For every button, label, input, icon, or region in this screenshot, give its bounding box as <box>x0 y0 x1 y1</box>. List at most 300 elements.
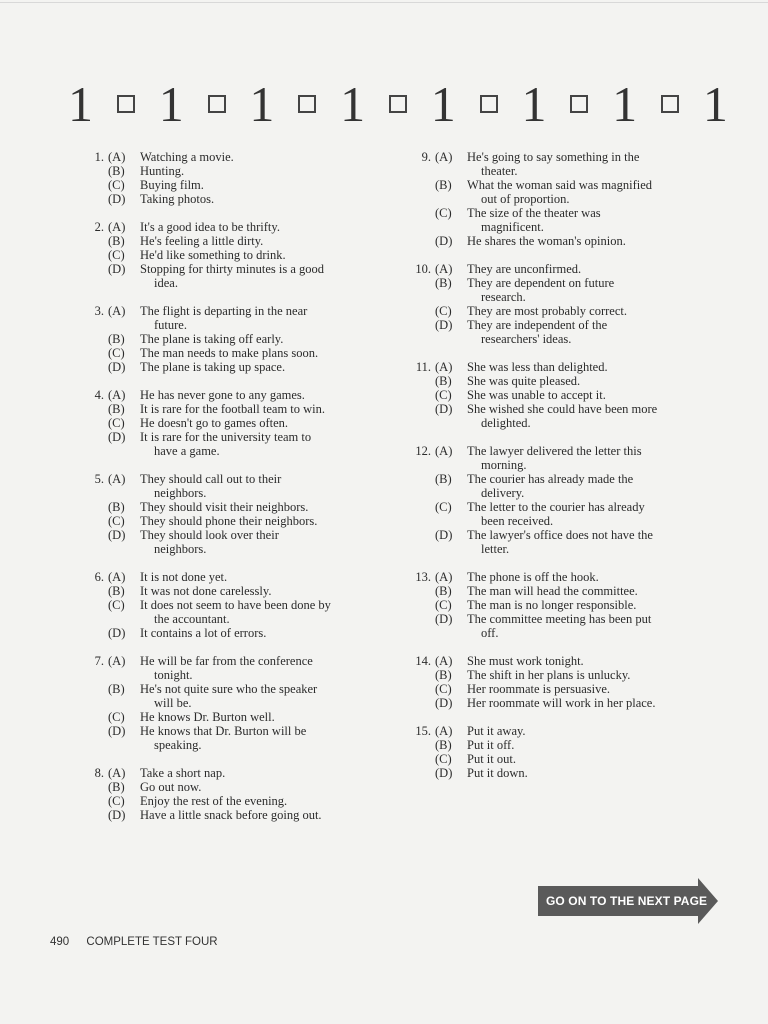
answer-option <box>405 444 725 472</box>
answer-option <box>78 780 398 794</box>
option-letter: (D) <box>108 808 126 822</box>
option-letter: (B) <box>435 178 452 192</box>
question-item <box>405 150 725 248</box>
option-text <box>140 584 398 598</box>
option-text-line: The letter to the courier has already <box>467 500 645 514</box>
option-text-line: delivery. <box>481 486 525 500</box>
next-page-button[interactable] <box>538 878 718 924</box>
answer-option <box>78 794 398 808</box>
answer-option <box>405 206 725 234</box>
option-text-line: magnificent. <box>481 220 544 234</box>
option-text-line: He shares the woman's opinion. <box>467 234 626 248</box>
answer-option <box>405 388 725 402</box>
option-text-line: It is rare for the university team to <box>140 430 312 444</box>
option-text-line: tonight. <box>154 668 193 682</box>
option-text-line: theater. <box>481 164 518 178</box>
option-text-line: morning. <box>481 458 527 472</box>
option-letter: (C) <box>435 388 452 402</box>
option-text <box>140 570 398 584</box>
option-text-line: He's not quite sure who the speaker <box>140 682 318 696</box>
option-text <box>140 794 398 808</box>
square-icon <box>117 95 135 113</box>
option-letter: (A) <box>108 388 126 402</box>
question-item <box>78 654 398 752</box>
option-text-line: He has never gone to any games. <box>140 388 305 402</box>
option-text-line: He'd like something to drink. <box>140 248 286 262</box>
option-text-line: They are independent of the <box>467 318 608 332</box>
option-text-line: The flight is departing in the near <box>140 304 308 318</box>
section-marker: 1 <box>249 76 275 132</box>
option-text-line: They should visit their neighbors. <box>140 500 309 514</box>
option-letter: (D) <box>435 402 453 416</box>
answer-option <box>78 262 398 290</box>
option-text-line: They should look over their <box>140 528 279 542</box>
answer-option <box>78 710 398 724</box>
option-letter: (B) <box>108 682 125 696</box>
answer-option <box>78 332 398 346</box>
option-text <box>467 360 725 374</box>
option-text-line: Put it out. <box>467 752 516 766</box>
option-letter: (A) <box>435 654 453 668</box>
answer-option <box>78 570 398 584</box>
answer-option <box>405 598 725 612</box>
option-letter: (A) <box>108 220 126 234</box>
option-letter: (A) <box>108 654 126 668</box>
option-text <box>467 500 725 528</box>
option-letter: (D) <box>435 528 453 542</box>
option-letter: (C) <box>435 752 452 766</box>
answer-option <box>78 416 398 430</box>
option-text-line: They are most probably correct. <box>467 304 628 318</box>
option-text-line: He's going to say something in the <box>467 150 640 164</box>
option-text <box>467 738 725 752</box>
option-text <box>467 668 725 682</box>
question-item <box>78 388 398 458</box>
option-letter: (C) <box>435 206 452 220</box>
option-text-line: She was unable to accept it. <box>467 388 606 402</box>
option-text <box>140 626 398 640</box>
option-letter: (D) <box>108 262 126 276</box>
option-text <box>140 598 398 626</box>
option-text <box>140 514 398 528</box>
answer-option <box>78 626 398 640</box>
option-text <box>140 178 398 192</box>
answer-option <box>78 808 398 822</box>
option-text-line: The lawyer delivered the letter this <box>467 444 642 458</box>
answer-option <box>405 360 725 374</box>
answer-option <box>405 570 725 584</box>
option-text-line: Stopping for thirty minutes is a good <box>140 262 325 276</box>
section-marker: 1 <box>158 76 184 132</box>
option-text-line: They are unconfirmed. <box>467 262 582 276</box>
option-text-line: The phone is off the hook. <box>467 570 599 584</box>
option-text-line: The committee meeting has been put <box>467 612 652 626</box>
option-text <box>467 570 725 584</box>
square-icon <box>298 95 316 113</box>
option-letter: (A) <box>435 444 453 458</box>
answer-option <box>405 472 725 500</box>
option-text-line: delighted. <box>481 416 531 430</box>
option-text-line: Put it down. <box>467 766 528 780</box>
option-text-line: She wished she could have been more <box>467 402 658 416</box>
option-text <box>467 752 725 766</box>
option-text <box>140 430 398 458</box>
question-number: 14. <box>415 654 431 668</box>
page-number: 490 <box>50 936 70 948</box>
option-text <box>467 682 725 696</box>
option-letter: (B) <box>435 276 452 290</box>
option-text <box>140 220 398 234</box>
answer-option <box>78 164 398 178</box>
answer-option <box>405 262 725 276</box>
answer-option <box>78 654 398 682</box>
section-marker: 1 <box>612 76 638 132</box>
section-header-band <box>68 74 728 134</box>
option-text <box>140 388 398 402</box>
square-icon <box>480 95 498 113</box>
answer-option <box>405 304 725 318</box>
answer-option <box>78 360 398 374</box>
footer-title: COMPLETE TEST FOUR <box>86 936 218 948</box>
option-letter: (B) <box>435 472 452 486</box>
question-item <box>78 570 398 640</box>
page-footer <box>50 936 218 948</box>
option-text <box>467 528 725 556</box>
option-letter: (D) <box>108 430 126 444</box>
questions-left-column <box>78 150 398 836</box>
answer-option <box>78 724 398 752</box>
answer-option <box>78 388 398 402</box>
option-letter: (C) <box>435 682 452 696</box>
option-text-line: Taking photos. <box>140 192 215 206</box>
option-text-line: It contains a lot of errors. <box>140 626 267 640</box>
option-text <box>467 318 725 346</box>
option-text <box>140 248 398 262</box>
question-item <box>405 262 725 346</box>
square-icon <box>661 95 679 113</box>
answer-option <box>78 514 398 528</box>
option-text-line: Have a little snack before going out. <box>140 808 322 822</box>
option-text-line: She was quite pleased. <box>467 374 581 388</box>
option-letter: (B) <box>108 332 125 346</box>
question-number: 8. <box>94 766 104 780</box>
option-text <box>140 192 398 206</box>
option-letter: (D) <box>435 318 453 332</box>
answer-option <box>405 178 725 206</box>
option-letter: (C) <box>108 178 125 192</box>
option-text-line: researchers' ideas. <box>481 332 572 346</box>
option-letter: (B) <box>435 374 452 388</box>
question-number: 7. <box>94 654 104 668</box>
option-text <box>140 724 398 752</box>
option-text <box>467 402 725 430</box>
section-marker: 1 <box>702 76 728 132</box>
question-number: 9. <box>421 150 431 164</box>
answer-option <box>78 766 398 780</box>
option-text-line: It is not done yet. <box>140 570 228 584</box>
option-text <box>140 346 398 360</box>
answer-option <box>78 472 398 500</box>
question-item <box>405 570 725 640</box>
answer-option <box>78 430 398 458</box>
option-text-line: research. <box>481 290 526 304</box>
question-item <box>405 444 725 556</box>
option-text-line: Watching a movie. <box>140 150 234 164</box>
option-text <box>467 612 725 640</box>
option-text-line: Put it off. <box>467 738 515 752</box>
answer-option <box>405 738 725 752</box>
option-letter: (D) <box>435 612 453 626</box>
option-letter: (A) <box>435 150 453 164</box>
option-text <box>140 416 398 430</box>
option-letter: (B) <box>108 500 125 514</box>
option-text-line: The size of the theater was <box>467 206 601 220</box>
option-letter: (C) <box>108 598 125 612</box>
answer-option <box>405 696 725 710</box>
question-number: 12. <box>415 444 431 458</box>
option-text-line: will be. <box>154 696 192 710</box>
option-text-line: They are dependent on future <box>467 276 615 290</box>
option-text <box>467 584 725 598</box>
section-marker: 1 <box>521 76 547 132</box>
answer-option <box>405 668 725 682</box>
square-icon <box>208 95 226 113</box>
answer-option <box>78 192 398 206</box>
question-item <box>405 654 725 710</box>
option-text <box>140 808 398 822</box>
option-text-line: The shift in her plans is unlucky. <box>467 668 631 682</box>
answer-option <box>78 150 398 164</box>
option-text-line: been received. <box>481 514 554 528</box>
question-number: 2. <box>94 220 104 234</box>
option-text-line: The man will head the committee. <box>467 584 638 598</box>
option-text-line: speaking. <box>154 738 202 752</box>
option-text-line: neighbors. <box>154 542 207 556</box>
option-text-line: Her roommate will work in her place. <box>467 696 656 710</box>
option-letter: (A) <box>108 472 126 486</box>
option-text-line: The man needs to make plans soon. <box>140 346 319 360</box>
option-text <box>140 304 398 332</box>
option-letter: (B) <box>435 738 452 752</box>
option-text <box>467 388 725 402</box>
option-text <box>140 528 398 556</box>
answer-option <box>405 234 725 248</box>
answer-option <box>78 598 398 626</box>
question-item <box>405 724 725 780</box>
option-letter: (A) <box>435 262 453 276</box>
option-text-line: It is rare for the football team to win. <box>140 402 326 416</box>
option-text-line: Go out now. <box>140 780 202 794</box>
question-item <box>78 766 398 822</box>
option-text-line: Buying film. <box>140 178 204 192</box>
option-text-line: Take a short nap. <box>140 766 226 780</box>
option-text-line: He knows Dr. Burton well. <box>140 710 275 724</box>
option-text <box>140 654 398 682</box>
option-letter: (C) <box>108 514 125 528</box>
option-text-line: The plane is taking off early. <box>140 332 284 346</box>
question-number: 3. <box>94 304 104 318</box>
option-text-line: the accountant. <box>154 612 230 626</box>
answer-option <box>405 654 725 668</box>
option-text <box>140 780 398 794</box>
answer-option <box>78 220 398 234</box>
option-letter: (D) <box>108 192 126 206</box>
option-text-line: future. <box>154 318 187 332</box>
answer-option <box>405 724 725 738</box>
option-letter: (B) <box>108 234 125 248</box>
question-item <box>405 360 725 430</box>
question-number: 6. <box>94 570 104 584</box>
option-text-line: He knows that Dr. Burton will be <box>140 724 307 738</box>
option-letter: (A) <box>108 766 126 780</box>
section-marker: 1 <box>68 76 93 132</box>
option-text <box>140 710 398 724</box>
option-text <box>140 682 398 710</box>
answer-option <box>78 346 398 360</box>
answer-option <box>78 584 398 598</box>
option-letter: (C) <box>435 598 452 612</box>
answer-option <box>405 752 725 766</box>
answer-option <box>78 528 398 556</box>
option-text <box>467 150 725 178</box>
option-text <box>140 360 398 374</box>
option-text-line: He doesn't go to games often. <box>140 416 289 430</box>
option-letter: (B) <box>108 164 125 178</box>
question-number: 15. <box>415 724 431 738</box>
answer-option <box>405 612 725 640</box>
option-text <box>467 178 725 206</box>
option-letter: (B) <box>108 584 125 598</box>
option-letter: (C) <box>108 710 125 724</box>
answer-option <box>78 248 398 262</box>
answer-option <box>78 682 398 710</box>
option-text-line: The courier has already made the <box>467 472 634 486</box>
option-letter: (B) <box>435 668 452 682</box>
page-edge-line <box>0 2 768 3</box>
option-text-line: neighbors. <box>154 486 207 500</box>
question-item <box>78 304 398 374</box>
option-text <box>140 332 398 346</box>
option-letter: (C) <box>108 416 125 430</box>
option-letter: (D) <box>435 234 453 248</box>
section-marker: 1 <box>430 76 456 132</box>
question-number: 1. <box>94 150 104 164</box>
option-text-line: She must work tonight. <box>467 654 584 668</box>
option-letter: (C) <box>435 500 452 514</box>
option-letter: (A) <box>435 360 453 374</box>
question-number: 5. <box>94 472 104 486</box>
option-letter: (D) <box>108 626 126 640</box>
option-text-line: What the woman said was magnified <box>467 178 653 192</box>
questions-right-column <box>405 150 725 794</box>
option-letter: (A) <box>108 570 126 584</box>
option-text-line: It's a good idea to be thrifty. <box>140 220 280 234</box>
option-text <box>467 598 725 612</box>
option-text-line: She was less than delighted. <box>467 360 608 374</box>
answer-option <box>405 766 725 780</box>
option-text <box>140 234 398 248</box>
option-letter: (C) <box>108 794 125 808</box>
option-letter: (D) <box>108 528 126 542</box>
option-text <box>467 724 725 738</box>
option-text-line: Hunting. <box>140 164 185 178</box>
option-letter: (A) <box>435 570 453 584</box>
option-letter: (A) <box>435 724 453 738</box>
answer-option <box>78 500 398 514</box>
option-text-line: Enjoy the rest of the evening. <box>140 794 288 808</box>
option-text <box>467 444 725 472</box>
option-text <box>140 164 398 178</box>
answer-option <box>405 374 725 388</box>
option-letter: (D) <box>108 360 126 374</box>
option-text <box>140 766 398 780</box>
option-letter: (B) <box>435 584 452 598</box>
option-letter: (A) <box>108 304 126 318</box>
option-text-line: have a game. <box>154 444 220 458</box>
option-letter: (C) <box>108 248 125 262</box>
option-text-line: He's feeling a little dirty. <box>140 234 264 248</box>
option-text <box>467 766 725 780</box>
question-item <box>78 472 398 556</box>
question-number: 13. <box>415 570 431 584</box>
option-text-line: He will be far from the conference <box>140 654 313 668</box>
option-text-line: It was not done carelessly. <box>140 584 272 598</box>
square-icon <box>570 95 588 113</box>
answer-option <box>78 304 398 332</box>
option-text-line: off. <box>481 626 499 640</box>
answer-option <box>405 500 725 528</box>
answer-option <box>405 276 725 304</box>
option-text <box>140 402 398 416</box>
answer-option <box>405 682 725 696</box>
answer-option <box>405 402 725 430</box>
option-letter: (D) <box>435 696 453 710</box>
answer-option <box>405 150 725 178</box>
question-number: 4. <box>94 388 104 402</box>
option-letter: (B) <box>108 780 125 794</box>
option-text-line: Put it away. <box>467 724 526 738</box>
question-item <box>78 150 398 206</box>
option-text <box>467 374 725 388</box>
answer-option <box>405 584 725 598</box>
option-text <box>140 500 398 514</box>
option-text-line: The man is no longer responsible. <box>467 598 637 612</box>
question-item <box>78 220 398 290</box>
option-text <box>467 262 725 276</box>
option-letter: (C) <box>108 346 125 360</box>
question-number: 11. <box>415 360 431 374</box>
option-text <box>467 276 725 304</box>
answer-option <box>405 528 725 556</box>
option-text <box>467 234 725 248</box>
option-letter: (B) <box>108 402 125 416</box>
answer-option <box>78 178 398 192</box>
option-text-line: They should phone their neighbors. <box>140 514 318 528</box>
option-letter: (C) <box>435 304 452 318</box>
section-marker: 1 <box>340 76 366 132</box>
option-text-line: out of proportion. <box>481 192 570 206</box>
option-letter: (A) <box>108 150 126 164</box>
option-text-line: idea. <box>154 276 178 290</box>
question-number: 10. <box>415 262 431 276</box>
option-text <box>467 696 725 710</box>
option-text <box>467 206 725 234</box>
option-text-line: The plane is taking up space. <box>140 360 286 374</box>
option-text <box>140 150 398 164</box>
option-text <box>467 472 725 500</box>
option-text <box>467 304 725 318</box>
square-icon <box>389 95 407 113</box>
